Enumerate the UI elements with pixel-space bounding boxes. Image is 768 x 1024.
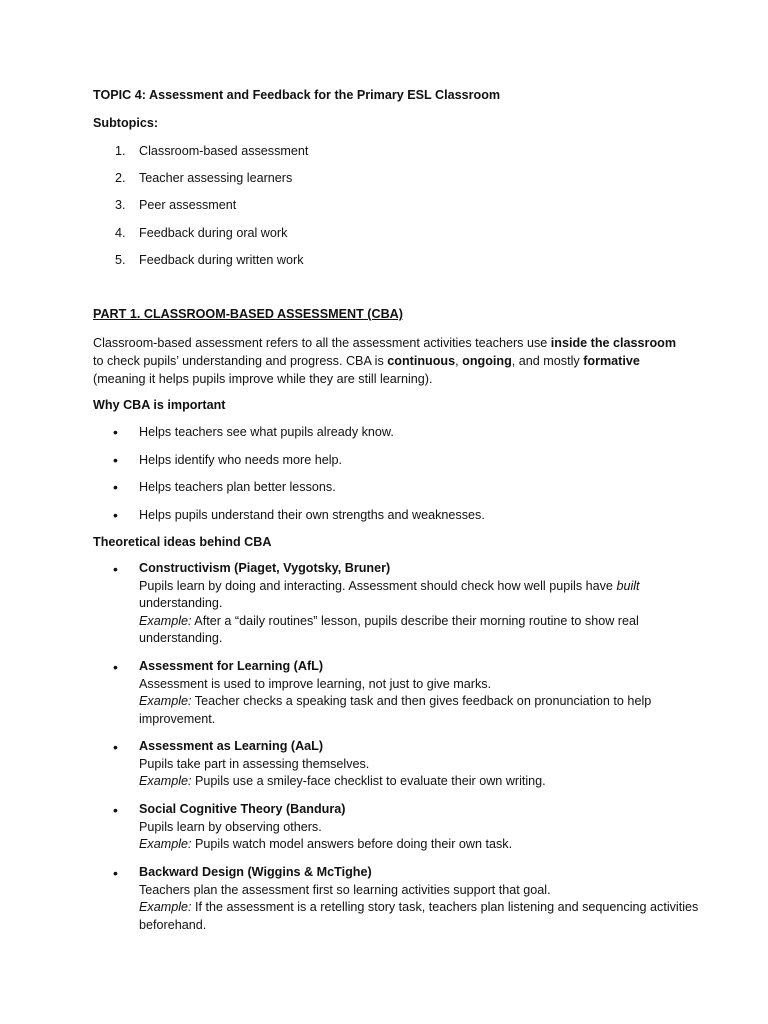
- description-italic-text: built: [616, 578, 640, 593]
- intro-bold-text: continuous: [387, 354, 456, 369]
- topic-title: TOPIC 4: Assessment and Feedback for the Primary ESL Classroom: [93, 88, 501, 102]
- intro-text: Classroom-based assessment refers to all the assessment activities teachers use: [93, 336, 551, 350]
- theory-title: Backward Design (Wiggins & McTighe): [139, 865, 372, 879]
- list-number: 3.: [115, 198, 126, 212]
- example-label: Example:: [139, 837, 192, 851]
- description-text: Assessment is used to improve learning, not just to give marks.: [139, 676, 492, 691]
- bullet-icon: •: [113, 452, 118, 468]
- why-cba-heading: Why CBA is important: [93, 398, 226, 412]
- theory-example: [139, 613, 699, 648]
- example-text: Teacher checks a speaking task and then gives feedback on pronunciation to help improvement.: [139, 694, 652, 726]
- list-item: Helps teachers see what pupils already know.: [139, 425, 394, 439]
- part1-heading: PART 1. CLASSROOM-BASED ASSESSMENT (CBA): [93, 307, 403, 321]
- description-text: Teachers plan the assessment first so learning activities support that goal.: [139, 882, 551, 897]
- example-text: If the assessment is a retelling story task, teachers plan listening and sequencing activities beforehand.: [139, 900, 699, 932]
- theory-description: [139, 882, 699, 900]
- bullet-icon: •: [113, 659, 118, 675]
- theory-title: Assessment as Learning (AaL): [139, 739, 324, 753]
- theory-item: [139, 801, 699, 854]
- list-number: 2.: [115, 171, 126, 185]
- example-label: Example:: [139, 694, 192, 708]
- theory-item: [139, 738, 699, 791]
- intro-bold-text: formative: [583, 354, 640, 369]
- bullet-icon: •: [113, 865, 118, 881]
- theory-example: [139, 836, 699, 854]
- list-number: 4.: [115, 226, 126, 240]
- theory-item: [139, 560, 699, 648]
- description-text: Pupils learn by doing and interacting. Assessment should check how well pupils have: [139, 578, 617, 593]
- example-label: Example:: [139, 774, 192, 788]
- bullet-icon: •: [113, 424, 118, 440]
- theory-description: [139, 819, 699, 837]
- theory-description: [139, 578, 699, 613]
- example-label: Example:: [139, 900, 192, 914]
- list-item: Feedback during written work: [139, 253, 304, 267]
- description-text: Pupils take part in assessing themselves.: [139, 756, 370, 771]
- intro-text: ,: [455, 354, 463, 369]
- bullet-icon: •: [113, 561, 118, 577]
- list-item: Classroom-based assessment: [139, 144, 309, 158]
- example-label: Example:: [139, 613, 192, 628]
- example-text: Pupils watch model answers before doing their own task.: [191, 837, 513, 851]
- theory-title: Assessment for Learning (AfL): [139, 659, 324, 673]
- list-item: Feedback during oral work: [139, 226, 288, 240]
- intro-text: (meaning it helps pupils improve while they are still learning).: [93, 372, 433, 387]
- list-item: Helps teachers plan better lessons.: [139, 480, 336, 494]
- theory-description: [139, 756, 699, 774]
- theory-title: Social Cognitive Theory (Bandura): [139, 802, 346, 816]
- list-item: Peer assessment: [139, 198, 237, 212]
- intro-text: , and mostly: [511, 354, 584, 369]
- example-text: Pupils use a smiley-face checklist to evaluate their own writing.: [191, 774, 546, 788]
- example-text: After a “daily routines” lesson, pupils describe their morning routine to show real understanding.: [139, 613, 639, 645]
- description-text: understanding.: [139, 596, 223, 610]
- list-number: 1.: [115, 144, 126, 158]
- list-item: Helps identify who needs more help.: [139, 453, 343, 467]
- description-text: Pupils learn by observing others.: [139, 819, 322, 834]
- subtopics-heading: Subtopics:: [93, 116, 159, 130]
- theory-title: Constructivism (Piaget, Vygotsky, Bruner): [139, 561, 391, 575]
- bullet-icon: •: [113, 479, 118, 495]
- list-number: 5.: [115, 253, 126, 267]
- bullet-icon: •: [113, 507, 118, 523]
- theory-description: [139, 676, 699, 694]
- theory-item: [139, 658, 699, 728]
- theory-example: [139, 773, 699, 791]
- theory-example: [139, 693, 699, 728]
- theory-heading: Theoretical ideas behind CBA: [93, 535, 272, 549]
- theory-example: [139, 899, 699, 934]
- bullet-icon: •: [113, 739, 118, 755]
- bullet-icon: •: [113, 802, 118, 818]
- intro-text: to check pupils’ understanding and progress. CBA is: [93, 354, 388, 369]
- list-item: Helps pupils understand their own strengths and weaknesses.: [139, 508, 485, 522]
- list-item: Teacher assessing learners: [139, 171, 293, 185]
- intro-bold-text: ongoing: [462, 354, 512, 369]
- theory-item: [139, 864, 699, 934]
- part1-intro-paragraph: [93, 334, 683, 389]
- intro-bold-text: inside the classroom: [550, 336, 677, 350]
